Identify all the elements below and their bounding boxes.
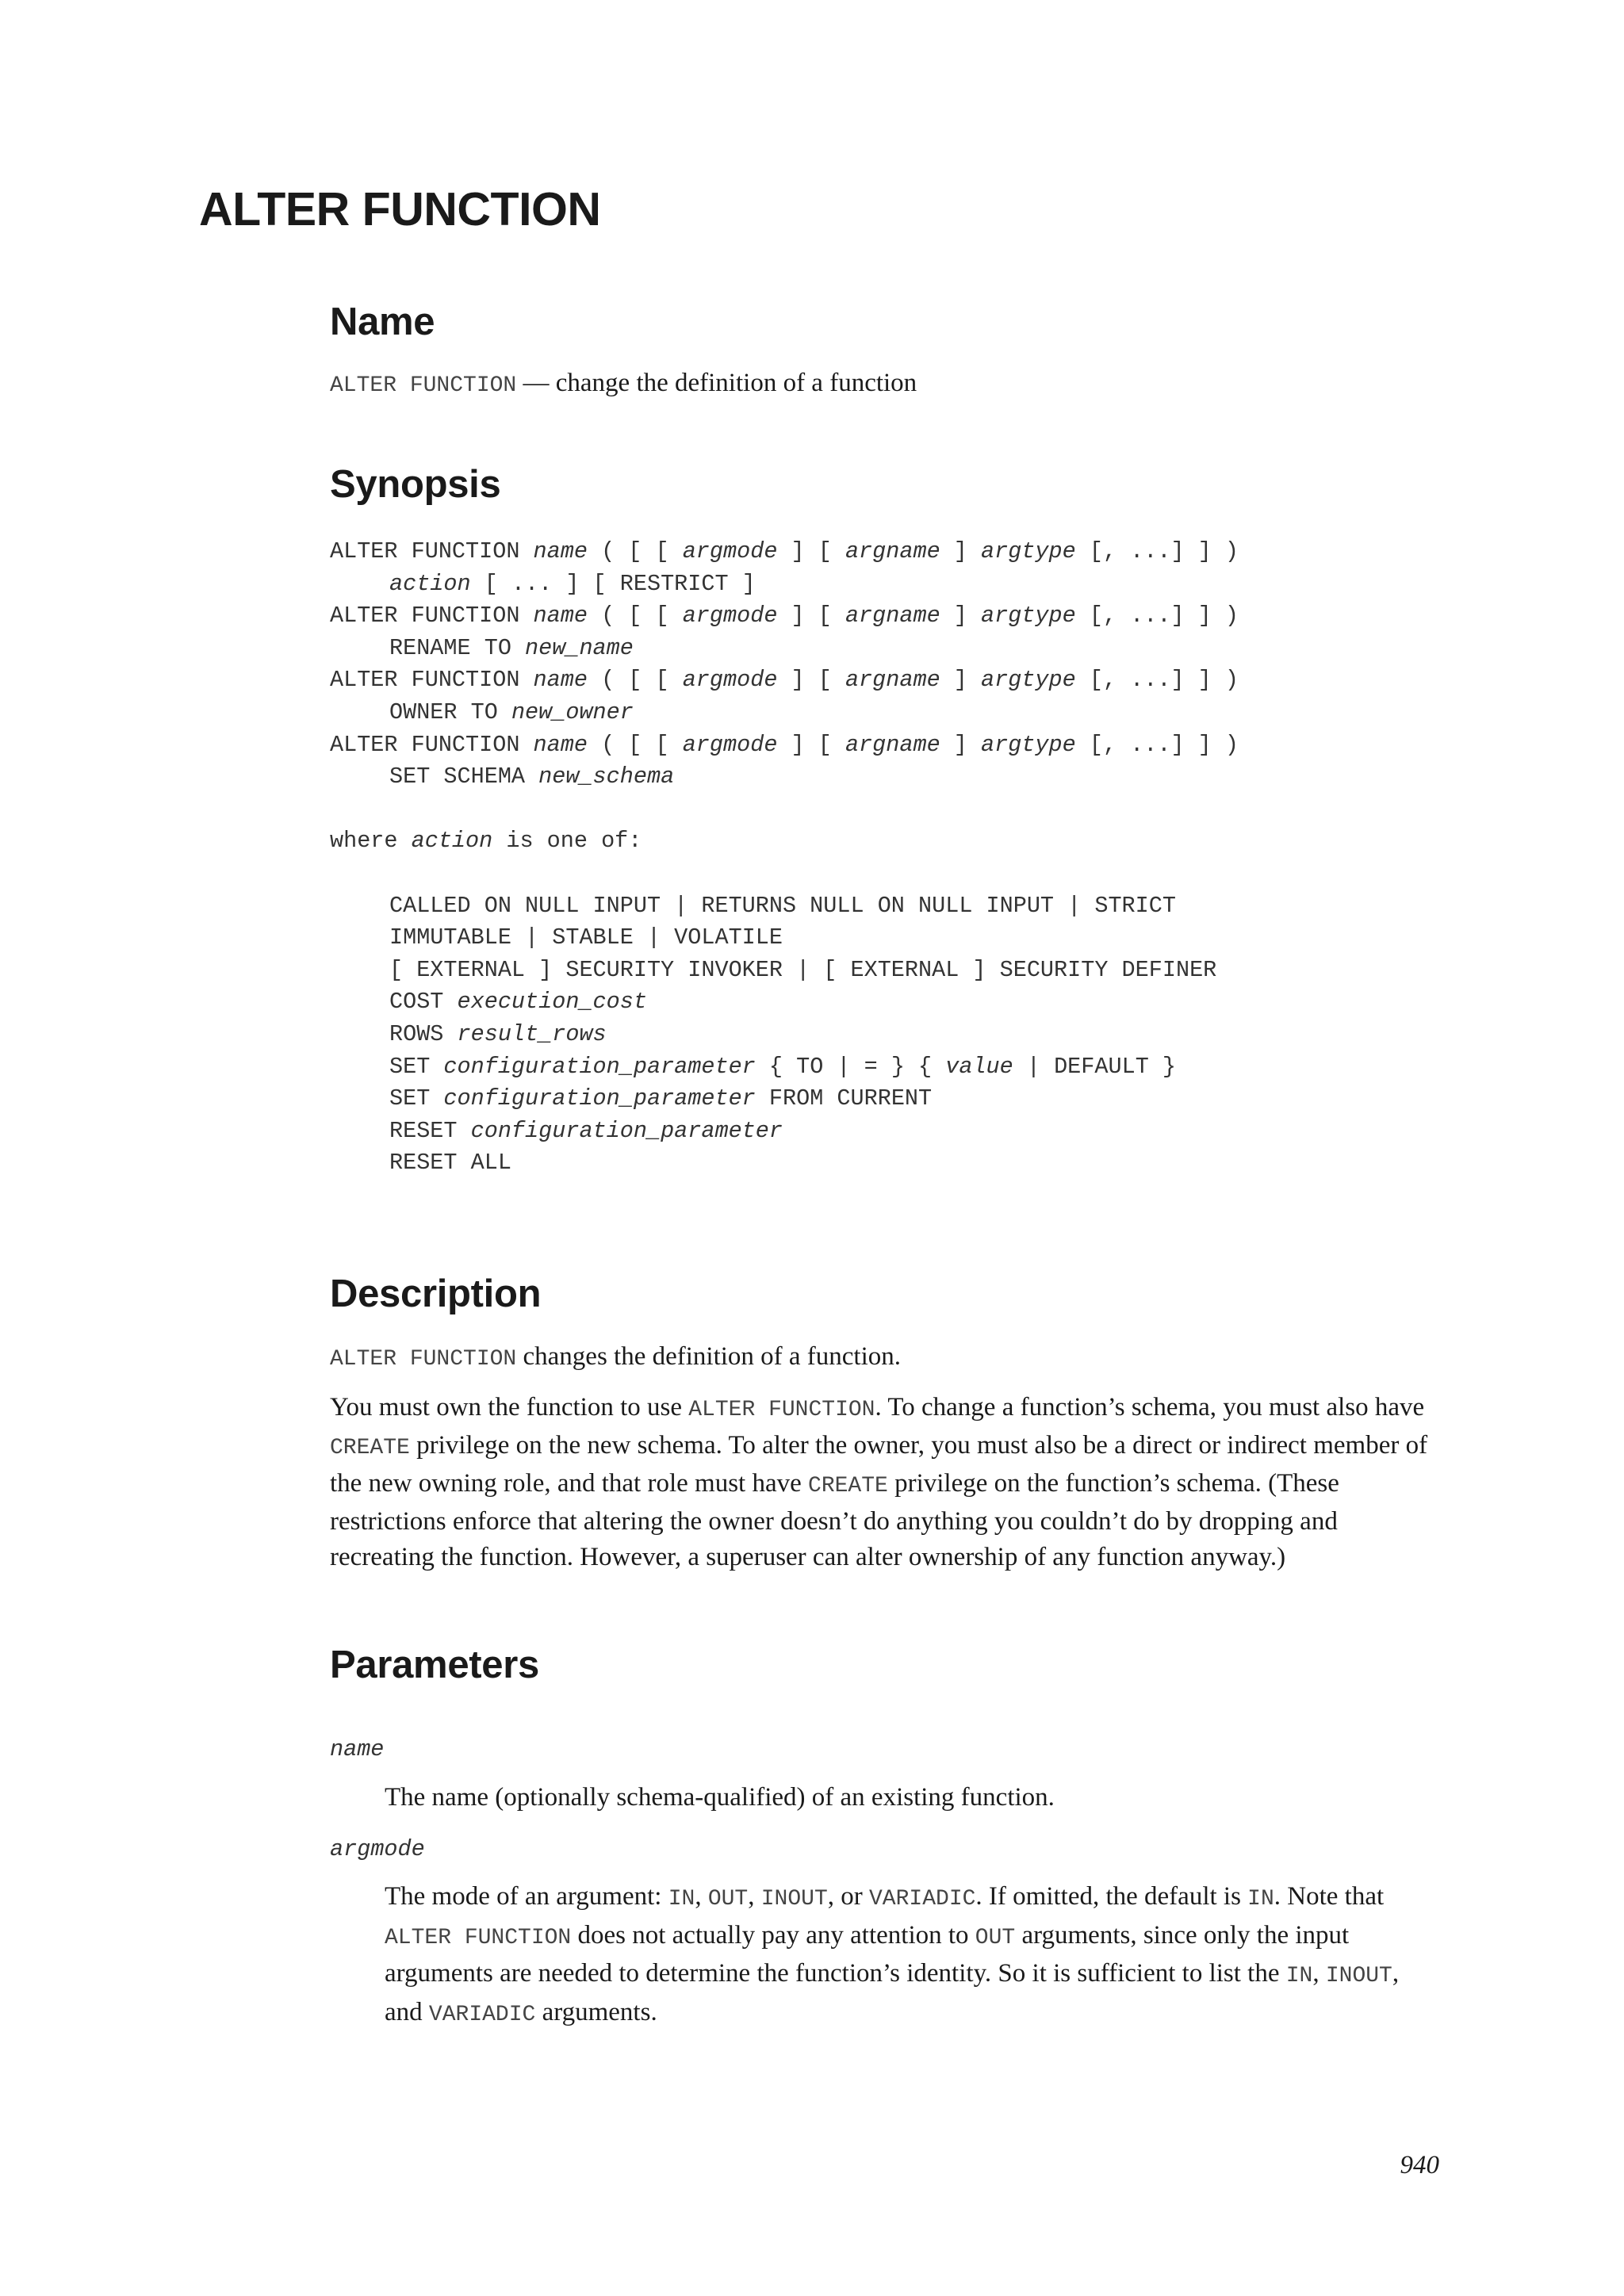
synopsis-placeholder: execution_cost: [457, 989, 647, 1016]
inline-text: , and: [385, 1959, 1400, 2026]
synopsis-keyword: CALLED ON NULL INPUT | RETURNS NULL ON NULL INPUT | STRICT: [389, 892, 1176, 919]
name-command: ALTER FUNCTION: [330, 373, 517, 398]
inline-text: . If omitted, the default is: [975, 1882, 1248, 1911]
synopsis-placeholder: name: [533, 667, 588, 694]
inline-code: ALTER FUNCTION: [385, 1925, 572, 1950]
inline-text: does not actually pay any attention to: [571, 1920, 975, 1950]
synopsis-line: [330, 955, 1239, 987]
inline-code: IN: [1285, 1964, 1313, 1988]
synopsis-keyword: COST: [389, 989, 458, 1016]
synopsis-line: [330, 697, 1239, 729]
synopsis-keyword: [, ...] ] ): [1075, 731, 1239, 758]
synopsis-keyword: is one of:: [492, 828, 642, 855]
synopsis-line: [330, 633, 1239, 665]
synopsis-keyword: IMMUTABLE | STABLE | VOLATILE: [389, 924, 783, 951]
synopsis-placeholder: name: [533, 603, 588, 629]
synopsis-placeholder: argmode: [682, 667, 778, 694]
synopsis-placeholder: configuration_parameter: [470, 1117, 783, 1144]
synopsis-line: [330, 1019, 1239, 1051]
synopsis-line: [330, 986, 1239, 1019]
parameter-definition-argmode: [385, 1879, 1439, 2033]
page-title: ALTER FUNCTION: [199, 183, 601, 235]
description-paragraph-2: [330, 1390, 1440, 1575]
inline-code: OUT: [707, 1887, 749, 1911]
parameters-heading: Parameters: [330, 1644, 539, 1686]
synopsis-placeholder: argmode: [682, 731, 778, 758]
inline-text: privilege on the new schema. To alter the owner, you must also be a direct or indirect member of the new owning role, and that role must have: [330, 1431, 1428, 1498]
synopsis-placeholder: new_name: [525, 634, 634, 661]
synopsis-keyword: OWNER TO: [389, 698, 511, 725]
synopsis-keyword: ] [: [777, 667, 845, 694]
inline-text: . To change a function’s schema, you must also have: [875, 1393, 1425, 1422]
synopsis-placeholder: action: [411, 828, 493, 855]
synopsis-keyword: ] [: [777, 731, 845, 758]
synopsis-line: [330, 825, 1239, 858]
inline-text: ,: [695, 1882, 708, 1911]
inline-code: IN: [1247, 1887, 1274, 1911]
synopsis-code-block: [330, 536, 1239, 1180]
synopsis-line: [330, 890, 1239, 923]
inline-code: INOUT: [1325, 1964, 1392, 1988]
inline-text: You must own the function to use: [330, 1393, 689, 1422]
inline-text: privilege on the function’s schema. (These restrictions enforce that altering the owner doesn’t do anything you couldn’t do by dropping and recreating the function. However, a superuser can alter ownership of any function anyway.): [330, 1469, 1339, 1571]
synopsis-placeholder: value: [945, 1053, 1013, 1080]
parameter-definition-name: [385, 1780, 1439, 1816]
inline-text: . Note that: [1274, 1882, 1385, 1911]
synopsis-keyword: ]: [940, 603, 981, 629]
synopsis-placeholder: new_schema: [538, 763, 675, 790]
inline-code: VARIADIC: [428, 2002, 536, 2027]
synopsis-placeholder: argtype: [981, 667, 1076, 694]
synopsis-heading: Synopsis: [330, 463, 501, 506]
page-number: 940: [1400, 2151, 1439, 2179]
inline-text: , or: [827, 1882, 869, 1911]
inline-text: The name (optionally schema-qualified) of an existing function.: [385, 1783, 1055, 1812]
inline-text: arguments, since only the input arguments are needed to determine the function’s identity. So it is sufficient to list the: [385, 1920, 1350, 1988]
synopsis-placeholder: argtype: [981, 538, 1076, 564]
synopsis-keyword: [, ...] ] ): [1075, 603, 1239, 629]
synopsis-keyword: SET SCHEMA: [389, 763, 539, 790]
inline-text: ,: [1312, 1959, 1326, 1988]
inline-code: CREATE: [330, 1436, 410, 1460]
synopsis-blank-line: [330, 794, 1239, 826]
description-heading: Description: [330, 1272, 542, 1315]
synopsis-placeholder: argname: [845, 731, 940, 758]
synopsis-keyword: | DEFAULT }: [1013, 1053, 1176, 1080]
inline-text: ,: [748, 1882, 761, 1911]
synopsis-keyword: ] [: [777, 603, 845, 629]
synopsis-keyword: FROM CURRENT: [755, 1085, 933, 1112]
synopsis-keyword: ]: [940, 731, 981, 758]
synopsis-keyword: ( [ [: [587, 731, 683, 758]
synopsis-placeholder: argname: [845, 603, 940, 629]
synopsis-placeholder: result_rows: [457, 1020, 607, 1047]
inline-code: ALTER FUNCTION: [688, 1398, 875, 1422]
synopsis-keyword: ALTER FUNCTION: [330, 731, 534, 758]
synopsis-placeholder: argname: [845, 538, 940, 564]
synopsis-keyword: ALTER FUNCTION: [330, 538, 534, 564]
synopsis-placeholder: argmode: [682, 603, 778, 629]
inline-code: ALTER FUNCTION: [330, 1347, 517, 1372]
synopsis-placeholder: argmode: [682, 538, 778, 564]
synopsis-keyword: ALTER FUNCTION: [330, 667, 534, 694]
synopsis-keyword: ( [ [: [587, 667, 683, 694]
inline-code: IN: [668, 1887, 695, 1911]
inline-text: changes the definition of a function.: [516, 1342, 902, 1371]
synopsis-line: [330, 600, 1239, 633]
synopsis-keyword: [ EXTERNAL ] SECURITY INVOKER | [ EXTERNAL ] SECURITY DEFINER: [389, 956, 1217, 983]
synopsis-keyword: [, ...] ] ): [1075, 538, 1239, 564]
synopsis-keyword: [, ...] ] ): [1075, 667, 1239, 694]
name-text: — change the definition of a function: [516, 369, 917, 397]
synopsis-line: [330, 1051, 1239, 1084]
synopsis-blank-line: [330, 858, 1239, 890]
parameter-term-name: name: [330, 1736, 385, 1762]
name-summary: [330, 365, 1440, 404]
synopsis-line: [330, 1115, 1239, 1148]
synopsis-keyword: RESET: [389, 1117, 471, 1144]
inline-text: The mode of an argument:: [385, 1882, 668, 1911]
synopsis-line: [330, 568, 1239, 601]
synopsis-placeholder: name: [533, 731, 588, 758]
parameter-term-argmode: argmode: [330, 1836, 425, 1862]
synopsis-keyword: ]: [940, 667, 981, 694]
synopsis-keyword: ( [ [: [587, 538, 683, 564]
synopsis-placeholder: argtype: [981, 731, 1076, 758]
synopsis-placeholder: name: [533, 538, 588, 564]
name-heading: Name: [330, 300, 435, 343]
synopsis-line: [330, 922, 1239, 955]
synopsis-keyword: SET: [389, 1085, 444, 1112]
synopsis-keyword: RESET ALL: [389, 1150, 511, 1177]
synopsis-keyword: SET: [389, 1053, 444, 1080]
synopsis-placeholder: action: [389, 570, 471, 597]
synopsis-placeholder: configuration_parameter: [443, 1085, 756, 1112]
synopsis-placeholder: new_owner: [511, 698, 634, 725]
synopsis-keyword: where: [330, 828, 412, 855]
inline-text: arguments.: [535, 1997, 657, 2026]
description-paragraph-1: [330, 1339, 1440, 1377]
synopsis-keyword: ALTER FUNCTION: [330, 603, 534, 629]
synopsis-keyword: [ ... ] [ RESTRICT ]: [470, 570, 756, 597]
synopsis-keyword: RENAME TO: [389, 634, 526, 661]
synopsis-keyword: { TO | = } {: [755, 1053, 946, 1080]
synopsis-line: [330, 664, 1239, 697]
inline-code: CREATE: [808, 1474, 888, 1498]
synopsis-keyword: ROWS: [389, 1020, 458, 1047]
synopsis-keyword: ( [ [: [587, 603, 683, 629]
synopsis-keyword: ] [: [777, 538, 845, 564]
synopsis-line: [330, 729, 1239, 762]
synopsis-line: [330, 536, 1239, 568]
inline-code: OUT: [975, 1925, 1016, 1950]
synopsis-placeholder: configuration_parameter: [443, 1053, 756, 1080]
synopsis-keyword: ]: [940, 538, 981, 564]
inline-code: VARIADIC: [869, 1887, 976, 1911]
synopsis-line: [330, 1083, 1239, 1115]
synopsis-line: [330, 1147, 1239, 1180]
inline-code: INOUT: [760, 1887, 828, 1911]
synopsis-placeholder: argtype: [981, 603, 1076, 629]
synopsis-placeholder: argname: [845, 667, 940, 694]
synopsis-line: [330, 761, 1239, 794]
